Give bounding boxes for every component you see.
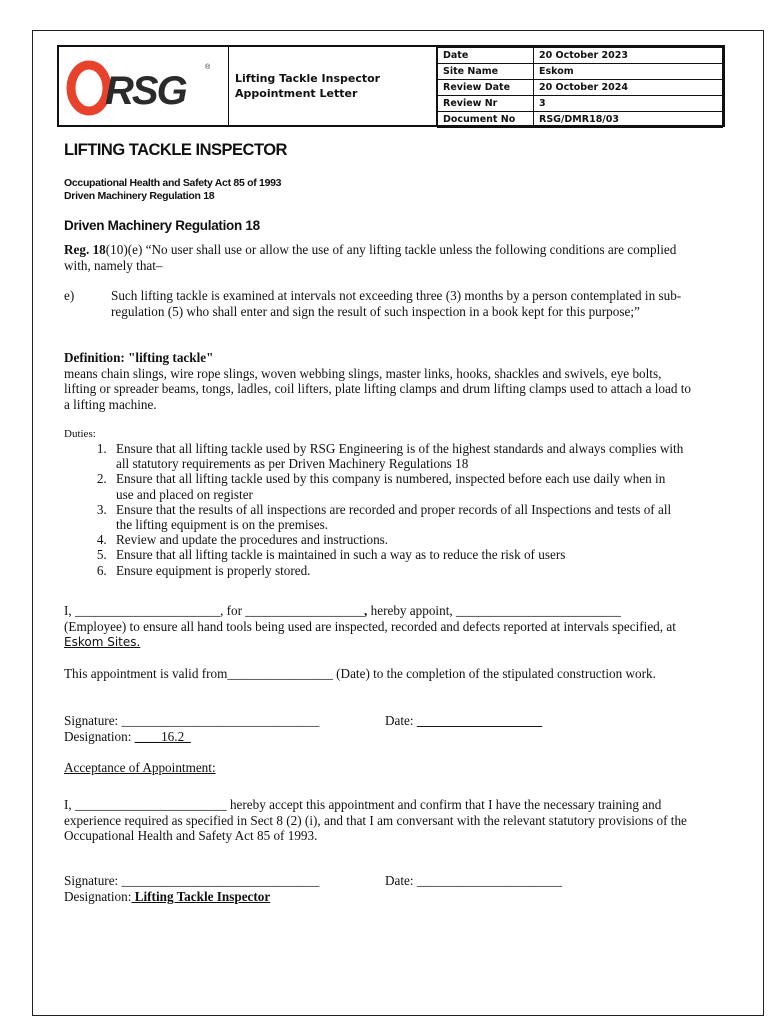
designation-block-1: Designation: ____16.2_ bbox=[64, 729, 191, 744]
date-block-1: Date: ___________________ bbox=[385, 713, 543, 728]
definition-text: means chain slings, wire rope slings, woven webbing slings, master links, hooks, shackles and swivels, eye bolts, lifting or spreader beams, tongs, ladles, coil lifters, plate lifting clamps and drum lifting clamps used to attach a load to a lifting machine. bbox=[64, 365, 691, 412]
signature-block-2: Signature: ______________________________ bbox=[64, 873, 320, 888]
table-row: Review Nr 3 bbox=[438, 96, 723, 112]
signature-line[interactable]: ______________________________ bbox=[121, 873, 320, 888]
doc-title-line1: Lifting Tackle Inspector bbox=[235, 72, 381, 85]
list-item: 1. Ensure that all lifting tackle used by RSG Engineering is of the highest standards and always complies with all statutory requirements as per Driven Machinery Regulations 18 bbox=[110, 441, 684, 471]
duties-list bbox=[64, 441, 684, 578]
duties-label: Duties: bbox=[64, 428, 96, 440]
document-title bbox=[229, 47, 437, 125]
regulation-text: Reg. 18(10)(e) “No user shall use or allow the use of any lifting tackle unless the following conditions are complied with, namely that– bbox=[64, 242, 677, 273]
company-blank[interactable]: __________________ bbox=[245, 603, 365, 618]
date-line[interactable]: ___________________ bbox=[416, 713, 543, 728]
acceptor-name-blank[interactable]: _______________________ bbox=[75, 797, 227, 812]
designation-value: Lifting Tackle Inspector bbox=[131, 889, 271, 904]
appointment-paragraph: I, ______________________, for __________________, hereby appoint, _________________________ (Employee) to ensure all hand tools being used are inspected, recorded and defects reported at intervals specified, at Eskom Sites. bbox=[64, 603, 676, 649]
table-row: Review Date 20 October 2024 bbox=[438, 80, 723, 96]
table-row: Date 20 October 2023 bbox=[438, 48, 723, 64]
site-name: Eskom Sites. bbox=[64, 635, 141, 649]
employer-name-blank[interactable]: ______________________ bbox=[75, 603, 221, 618]
signature-line[interactable]: ______________________________ bbox=[121, 713, 320, 728]
acceptance-paragraph: I, _______________________ hereby accept this appointment and confirm that I have the necessary training and experience required as specified in Sect 8 (2) (i), and that I am conversant with the relevant statutory provisions of the Occupational Health and Safety Act 85 of 1993. bbox=[64, 797, 687, 843]
date-block-2: Date: ______________________ bbox=[385, 873, 562, 888]
regulation-heading: Driven Machinery Regulation 18 bbox=[64, 218, 260, 233]
table-row: Document No RSG/DMR18/03 bbox=[438, 112, 723, 128]
logo-text: RSG bbox=[105, 69, 186, 113]
act-reference: Occupational Health and Safety Act 85 of 1993 Driven Machinery Regulation 18 bbox=[64, 177, 282, 202]
list-item: 2. Ensure that all lifting tackle used by this company is numbered, inspected before each use daily when in use and placed on register bbox=[110, 471, 684, 501]
clause-e-text: Such lifting tackle is examined at intervals not exceeding three (3) months by a person contemplated in sub-regulation (5) who shall enter and sign the result of such inspection in a book kept for this purpose;” bbox=[111, 288, 682, 319]
designation-block-2: Designation: Lifting Tackle Inspector bbox=[64, 889, 271, 904]
document-header bbox=[57, 45, 725, 127]
company-logo bbox=[59, 47, 229, 125]
date-line[interactable]: ______________________ bbox=[416, 873, 562, 888]
main-title: LIFTING TACKLE INSPECTOR bbox=[64, 141, 287, 159]
designation-value: ____16.2_ bbox=[134, 729, 191, 744]
list-item: 3. Ensure that the results of all inspections are recorded and proper records of all Inspections and tests of all the lifting equipment is on the premises. bbox=[110, 502, 684, 532]
validity-text: This appointment is valid from________________ (Date) to the completion of the stipulated construction work. bbox=[64, 666, 656, 681]
definition bbox=[64, 350, 694, 412]
acceptance-heading: Acceptance of Appointment: bbox=[64, 760, 216, 775]
table-row: Site Name Eskom bbox=[438, 64, 723, 80]
document-info-table bbox=[437, 47, 723, 128]
clause-letter: e) bbox=[64, 288, 75, 303]
signature-block-1: Signature: ______________________________ bbox=[64, 713, 320, 728]
definition-heading: Definition: "lifting tackle" bbox=[64, 350, 214, 365]
svg-text:®: ® bbox=[205, 64, 211, 71]
list-item: 6. Ensure equipment is properly stored. bbox=[110, 563, 684, 578]
employee-name-blank[interactable]: _________________________ bbox=[455, 603, 621, 618]
list-item: 5. Ensure that all lifting tackle is maintained in such a way as to reduce the risk of users bbox=[110, 547, 684, 562]
doc-title-line2: Appointment Letter bbox=[235, 87, 358, 100]
rsg-logo-icon bbox=[59, 47, 227, 125]
list-item: 4. Review and update the procedures and instructions. bbox=[110, 532, 684, 547]
document-page bbox=[32, 30, 764, 1016]
